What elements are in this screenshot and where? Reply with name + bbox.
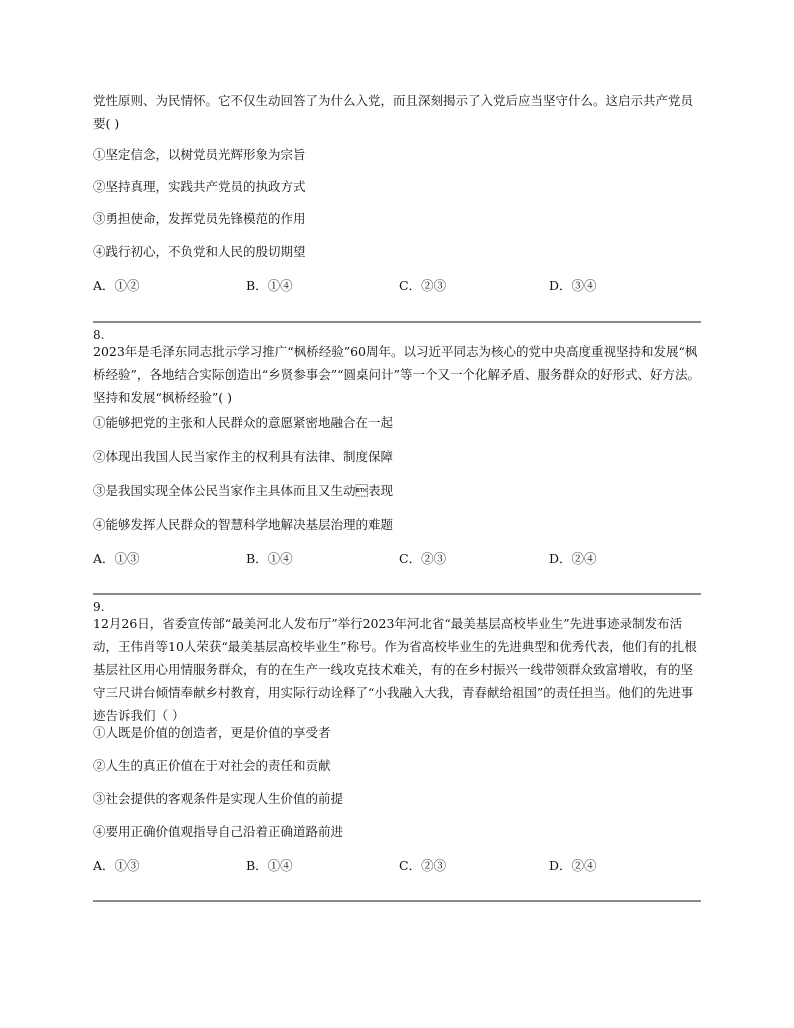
q9-option-3: ③社会提供的客观条件是实现人生价值的前提 — [93, 791, 344, 806]
q9-choice-a[interactable]: A．①③ — [93, 858, 140, 873]
q7-choice-a[interactable]: A．①② — [93, 278, 140, 293]
q8-choices — [93, 550, 701, 568]
q9-choices — [93, 857, 701, 875]
q7-choice-d[interactable]: D．③④ — [549, 278, 597, 293]
q7-choice-b[interactable]: B．①④ — [246, 278, 293, 293]
q7-choice-c[interactable]: C．②③ — [399, 278, 447, 293]
q9-stem: 12月26日，省委宣传部“最美河北人发布厅”举行2023年河北省“最美基层高校毕业生”先进事迹录制发布活动，王伟肖等10人荣获“最美基层高校毕业生”称号。作为省高校毕业生的先进典型和优秀代表，他们有的扎根基层社区用心用情服务群众，有的在生产一线攻克技术难关，有的在乡村振兴一线带领群众致富增收，有的坚守三尺讲台倾情奉献乡村教育，用实际行动诠释了“小我融入大我，青春献给祖国”的责任担当。他们的先进事迹告诉我们（ ） — [93, 616, 697, 723]
divider — [93, 593, 701, 595]
q8-number: 8. — [93, 328, 105, 342]
q9-choice-c[interactable]: C．②③ — [399, 858, 447, 873]
q8-choice-d[interactable]: D．②④ — [549, 551, 597, 566]
q8-option-4: ④能够发挥人民群众的智慧科学地解决基层治理的难题 — [93, 517, 394, 532]
q8-choice-a[interactable]: A．①③ — [93, 551, 140, 566]
q8-stem: 2023年是毛泽东同志批示学习推广“枫桥经验”60周年。以习近平同志为核心的党中央高度重视坚持和发展“枫桥经验”，各地结合实际创造出“乡贤参事会”“圆桌问计”等一个又一个化解矛盾、服务群众的好形式、好方法。坚持和发展“枫桥经验”( ) — [93, 344, 700, 405]
q9-choice-d[interactable]: D．②④ — [549, 858, 597, 873]
q8-option-3: ③是我国实现全体公民当家作主具体而且又生动表现 — [93, 483, 394, 498]
q8-choice-c[interactable]: C．②③ — [399, 551, 447, 566]
q9-number: 9. — [93, 600, 105, 614]
q8-option-2: ②体现出我国人民当家作主的权利具有法律、制度保障 — [93, 449, 394, 464]
q7-option-3: ③勇担使命，发挥党员先锋模范的作用 — [93, 211, 306, 226]
divider — [93, 321, 701, 323]
q9-choice-b[interactable]: B．①④ — [246, 858, 293, 873]
q7-option-1: ①坚定信念，以树党员光辉形象为宗旨 — [93, 147, 306, 162]
q9-option-4: ④要用正确价值观指导自己沿着正确道路前进 — [93, 824, 344, 839]
q7-option-4: ④践行初心，不负党和人民的殷切期望 — [93, 244, 306, 259]
q7-choices — [93, 277, 701, 295]
q7-option-2: ②坚持真理，实践共产党员的执政方式 — [93, 179, 306, 194]
q7-stem: 党性原则、为民情怀。它不仅生动回答了为什么入党，而且深刻揭示了入党后应当坚守什么。这启示共产党员要( ) — [93, 93, 694, 131]
q8-option-1: ①能够把党的主张和人民群众的意愿紧密地融合在一起 — [93, 415, 394, 430]
q8-choice-b[interactable]: B．①④ — [246, 551, 293, 566]
q9-option-2: ②人生的真正价值在于对社会的责任和贡献 — [93, 758, 331, 773]
q9-option-1: ①人既是价值的创造者，更是价值的享受者 — [93, 725, 331, 740]
divider — [93, 900, 701, 902]
